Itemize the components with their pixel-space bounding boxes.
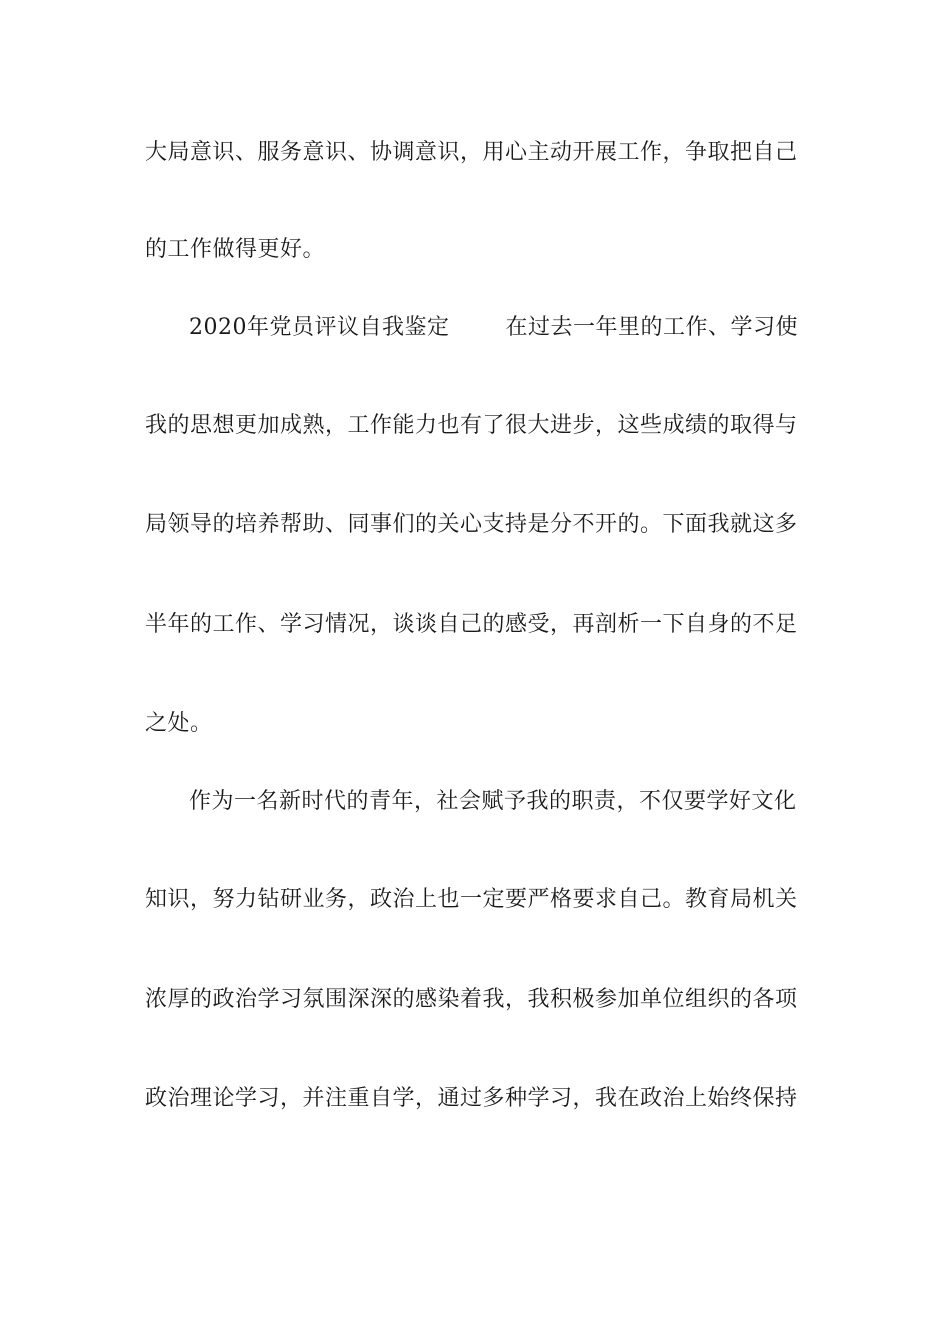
text-line: 知识，努力钻研业务，政治上也一定要严格要求自己。教育局机关 [145,887,798,912]
text-line: 在过去一年里的工作、学习使 [505,315,799,340]
text-line: 我的思想更加成熟，工作能力也有了很大进步，这些成绩的取得与 [145,413,798,438]
text-line: 政治理论学习，并注重自学，通过多种学习，我在政治上始终保持 [145,1086,798,1111]
section-heading: 2020年党员评议自我鉴定 [189,315,450,340]
text-line-with-heading [189,315,849,341]
text-line: 作为一名新时代的青年，社会赋予我的职责，不仅要学好文化 [189,789,797,814]
text-line: 浓厚的政治学习氛围深深的感染着我，我积极参加单位组织的各项 [145,987,798,1012]
text-line: 半年的工作、学习情况，谈谈自己的感受，再剖析一下自身的不足 [145,612,798,637]
text-line: 的工作做得更好。 [145,237,326,262]
text-line: 之处。 [145,711,213,736]
text-line: 大局意识、服务意识、协调意识，用心主动开展工作，争取把自己 [145,140,798,165]
text-line: 局领导的培养帮助、同事们的关心支持是分不开的。下面我就这多 [145,512,798,537]
